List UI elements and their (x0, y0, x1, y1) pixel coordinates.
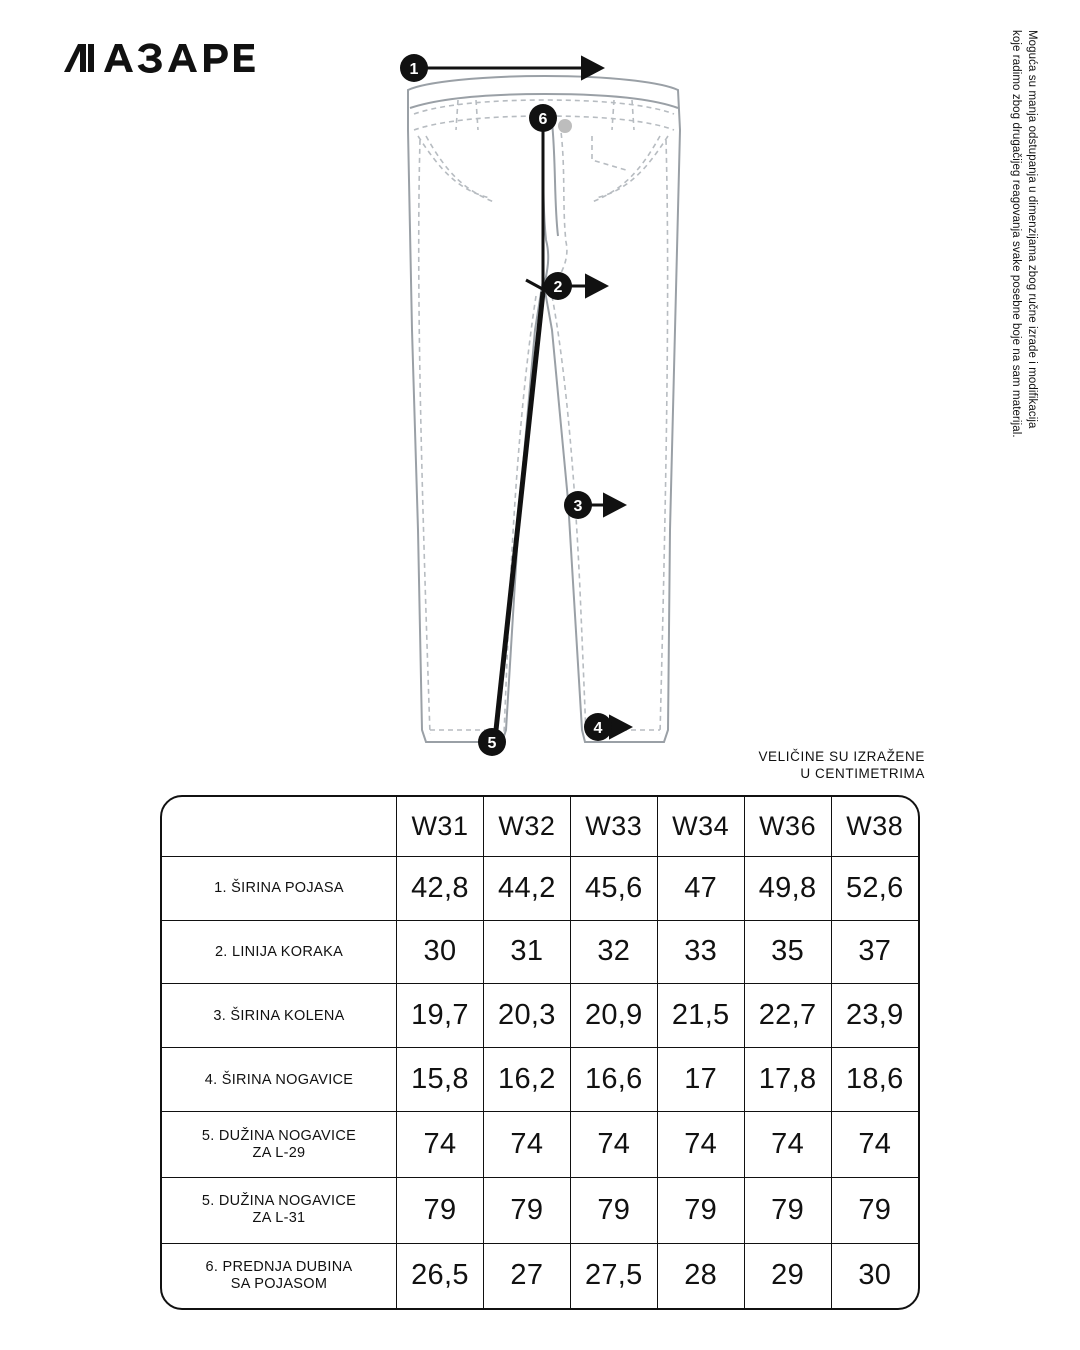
side-disclaimer-note (1010, 30, 1080, 590)
column-header-w38: W38 (831, 797, 918, 856)
column-header-w33: W33 (570, 797, 657, 856)
column-header-w32: W32 (483, 797, 570, 856)
row-label-line-2: ZA L-31 (252, 1210, 306, 1227)
cell-r5b-w33: 79 (570, 1177, 657, 1243)
svg-text:1: 1 (409, 61, 419, 78)
cell-r5b-w34: 79 (657, 1177, 744, 1243)
row-label-prednja-dubina (162, 1243, 397, 1308)
cell-r3-w34: 21,5 (657, 984, 744, 1048)
table-row (162, 1177, 918, 1243)
cell-r2-w38: 37 (831, 920, 918, 984)
cell-r2-w36: 35 (744, 920, 831, 984)
table-row (162, 856, 918, 920)
cell-r3-w38: 23,9 (831, 984, 918, 1048)
cell-r4-w36: 17,8 (744, 1048, 831, 1112)
row-label-duzina-nogavice-l31 (162, 1177, 397, 1243)
column-header-w34: W34 (657, 797, 744, 856)
row-label-line-1: 5. DUŽINA NOGAVICE (201, 1127, 357, 1144)
jeans-measurement-diagram (330, 30, 760, 770)
cell-r5a-w34: 74 (657, 1112, 744, 1178)
cell-r2-w33: 32 (570, 920, 657, 984)
cell-r5a-w38: 74 (831, 1112, 918, 1178)
cell-r5b-w31: 79 (397, 1177, 484, 1243)
table-row (162, 920, 918, 984)
row-label-sirina-kolena: 3. ŠIRINA KOLENA (162, 984, 397, 1048)
cell-r4-w32: 16,2 (483, 1048, 570, 1112)
cell-r3-w33: 20,9 (570, 984, 657, 1048)
row-label-sirina-nogavice: 4. ŠIRINA NOGAVICE (162, 1048, 397, 1112)
cell-r2-w31: 30 (397, 920, 484, 984)
cell-r4-w34: 17 (657, 1048, 744, 1112)
row-label-line-2: SA POJASOM (230, 1275, 328, 1292)
cell-r6-w31: 26,5 (397, 1243, 484, 1308)
cell-r5b-w36: 79 (744, 1177, 831, 1243)
svg-text:6: 6 (538, 111, 548, 128)
cell-r3-w36: 22,7 (744, 984, 831, 1048)
cell-r4-w33: 16,6 (570, 1048, 657, 1112)
svg-text:3: 3 (573, 498, 583, 515)
cell-r1-w31: 42,8 (397, 856, 484, 920)
cell-r1-w32: 44,2 (483, 856, 570, 920)
lazare-logo-icon (60, 38, 290, 78)
row-label-line-1: 6. PREDNJA DUBINA (205, 1258, 353, 1275)
size-table-grid (162, 797, 918, 1308)
units-note-line-1: VELIČINE SU IZRAŽENE (758, 749, 925, 764)
svg-text:2: 2 (553, 279, 563, 296)
brand-logo (60, 38, 290, 78)
cell-r1-w33: 45,6 (570, 856, 657, 920)
cell-r4-w31: 15,8 (397, 1048, 484, 1112)
cell-r3-w31: 19,7 (397, 984, 484, 1048)
table-row (162, 1243, 918, 1308)
table-header-row (162, 797, 918, 856)
cell-r6-w38: 30 (831, 1243, 918, 1308)
cell-r2-w34: 33 (657, 920, 744, 984)
row-label-sirina-pojasa: 1. ŠIRINA POJASA (162, 856, 397, 920)
table-row (162, 984, 918, 1048)
cell-r6-w32: 27 (483, 1243, 570, 1308)
column-header-w31: W31 (397, 797, 484, 856)
table-row (162, 1048, 918, 1112)
cell-r2-w32: 31 (483, 920, 570, 984)
cell-r6-w33: 27,5 (570, 1243, 657, 1308)
row-label-linija-koraka: 2. LINIJA KORAKA (162, 920, 397, 984)
cell-r5a-w36: 74 (744, 1112, 831, 1178)
svg-text:5: 5 (487, 735, 497, 752)
row-label-line-2: ZA L-29 (252, 1144, 306, 1161)
units-note (758, 748, 925, 782)
units-note-line-2: U CENTIMETRIMA (800, 766, 925, 781)
cell-r5b-w38: 79 (831, 1177, 918, 1243)
cell-r6-w34: 28 (657, 1243, 744, 1308)
cell-r1-w34: 47 (657, 856, 744, 920)
measure-line-5 (496, 292, 543, 730)
size-table (160, 795, 920, 1310)
cell-r5a-w33: 74 (570, 1112, 657, 1178)
table-corner-cell (162, 797, 397, 856)
side-note-line-1: Moguća su manja odstupanja u dimenzijama zbog ručne izrade i modifikacija (1026, 30, 1038, 429)
jeans-illustration-icon (330, 30, 760, 770)
cell-r5a-w31: 74 (397, 1112, 484, 1178)
side-note-line-2: koje radimo zbog drugačijeg reagovanja svake posebne boje na sam materijal. (1010, 30, 1022, 438)
column-header-w36: W36 (744, 797, 831, 856)
cell-r1-w38: 52,6 (831, 856, 918, 920)
svg-text:4: 4 (593, 720, 603, 737)
row-label-duzina-nogavice-l29 (162, 1112, 397, 1178)
cell-r4-w38: 18,6 (831, 1048, 918, 1112)
cell-r5b-w32: 79 (483, 1177, 570, 1243)
cell-r6-w36: 29 (744, 1243, 831, 1308)
cell-r1-w36: 49,8 (744, 856, 831, 920)
row-label-line-1: 5. DUŽINA NOGAVICE (201, 1193, 357, 1210)
table-row (162, 1112, 918, 1178)
cell-r5a-w32: 74 (483, 1112, 570, 1178)
cell-r3-w32: 20,3 (483, 984, 570, 1048)
